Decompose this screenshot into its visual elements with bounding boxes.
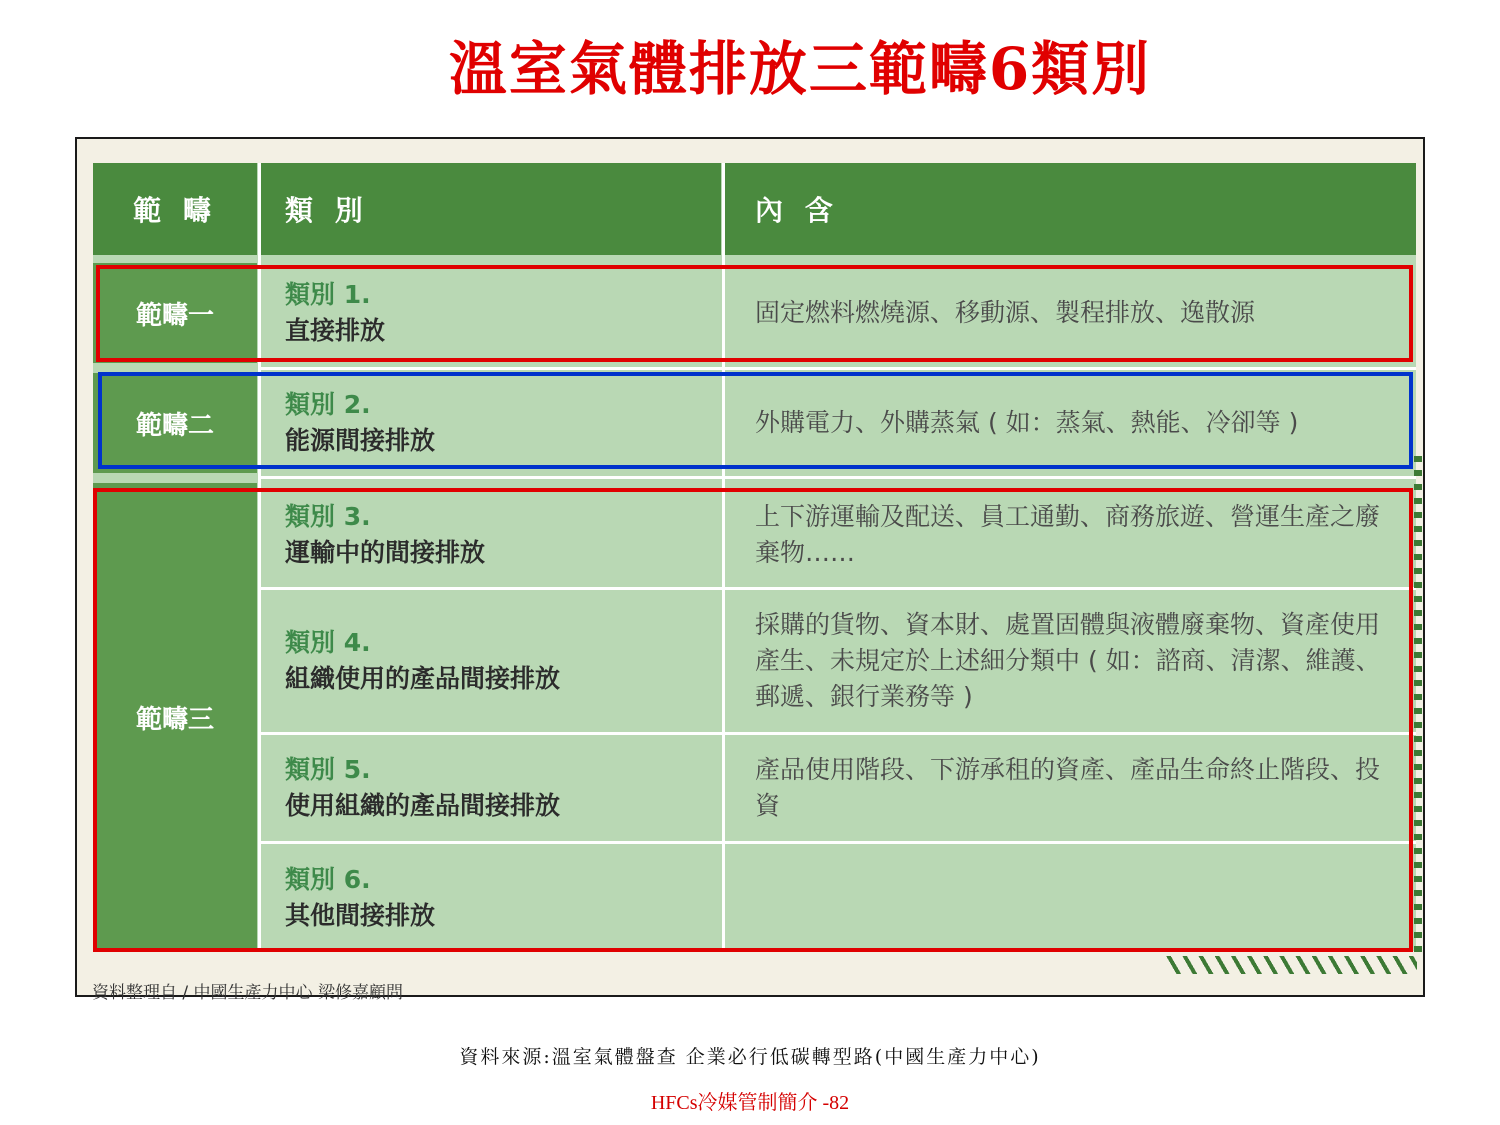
category-name: 使用組織的產品間接排放 bbox=[285, 791, 561, 820]
content-5: 產品使用階段、下游承租的資產、產品生命終止階段、投資 bbox=[755, 755, 1381, 820]
scope-3-highlight-box bbox=[93, 488, 1413, 952]
footer-source: 資料來源:溫室氣體盤查 企業必行低碳轉型路(中國生產力中心) bbox=[459, 1046, 1041, 1068]
scope-1-cell: 範疇一 bbox=[93, 263, 257, 363]
category-name: 其他間接排放 bbox=[285, 900, 436, 930]
scope-2-highlight-box bbox=[98, 372, 1413, 469]
content-4: 採購的貨物、資本財、處置固體與液體廢棄物、資產使用產生、未規定於上述細分類中 ( 如：諮商、清潔、維護、郵遞、銀行業務等 ) bbox=[755, 610, 1381, 711]
category-number: 類別 2. bbox=[285, 390, 371, 419]
category-number: 類別 4. bbox=[285, 628, 371, 657]
category-name: 組織使用的產品間接排放 bbox=[285, 664, 561, 693]
category-number: 類別 6. bbox=[285, 864, 371, 894]
row-divider bbox=[261, 476, 1416, 479]
decorative-hatch-side bbox=[1414, 450, 1422, 960]
category-name: 直接排放 bbox=[285, 316, 386, 345]
category-number: 類別 1. bbox=[285, 280, 371, 309]
header-category: 類 別 bbox=[261, 163, 721, 255]
category-name: 能源間接排放 bbox=[285, 426, 436, 455]
category-number: 類別 5. bbox=[285, 755, 371, 784]
content-2: 外購電力、外購蒸氣 ( 如：蒸氣、熱能、冷卻等 ) bbox=[755, 408, 1299, 437]
category-name: 運輸中的間接排放 bbox=[285, 538, 486, 567]
scope-1-highlight-box bbox=[96, 265, 1413, 362]
scope-2-cell: 範疇二 bbox=[93, 373, 257, 473]
content-3: 上下游運輸及配送、員工通勤、商務旅遊、營運生產之廢棄物…… bbox=[755, 502, 1381, 567]
decorative-hatch-bottom bbox=[1165, 956, 1417, 974]
scope-3-cell: 範疇三 bbox=[93, 483, 257, 951]
header-scope: 範 疇 bbox=[93, 163, 257, 255]
footer-page-label: HFCs冷媒管制簡介 -82 bbox=[650, 1092, 850, 1114]
table-source-note: 資料整理自 / 中國生產力中心 梁修嘉顧問 bbox=[92, 983, 403, 1003]
header-content: 內 含 bbox=[725, 163, 1416, 255]
category-number: 類別 3. bbox=[285, 502, 371, 531]
page-title: 溫室氣體排放三範疇6類別 bbox=[448, 35, 1152, 103]
content-1: 固定燃料燃燒源、移動源、製程排放、逸散源 bbox=[755, 298, 1256, 327]
row-divider bbox=[261, 367, 1416, 370]
